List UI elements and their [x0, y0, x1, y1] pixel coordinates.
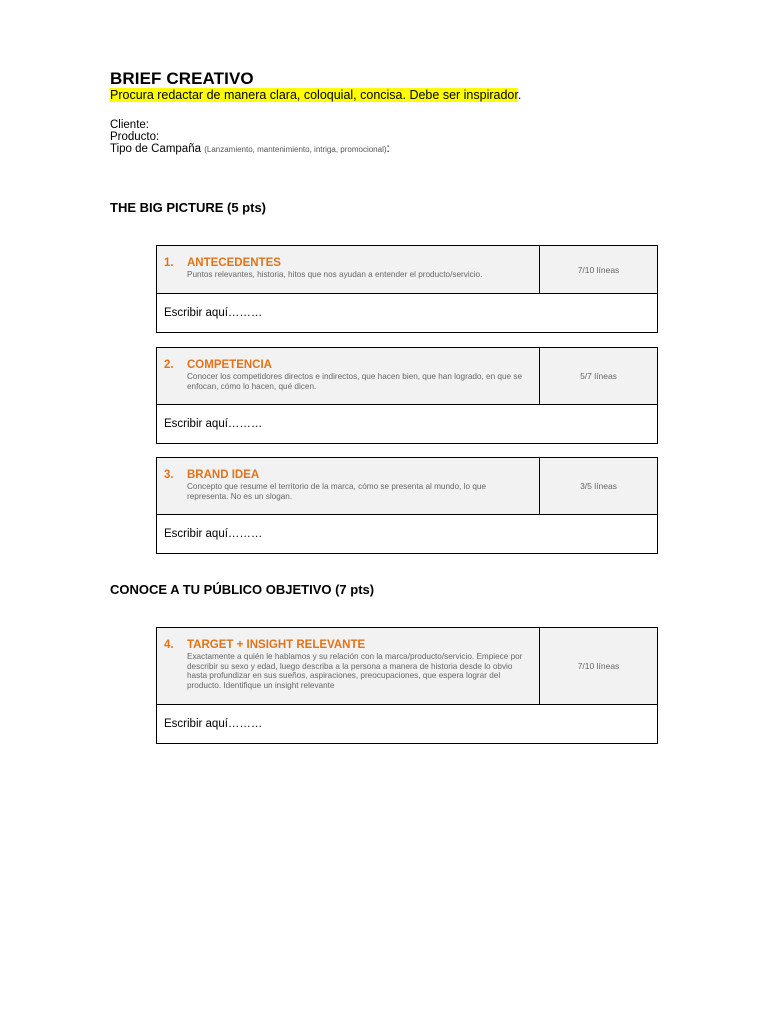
card-label: TARGET + INSIGHT RELEVANTE — [187, 639, 366, 651]
tipo-label: Tipo de Campaña — [110, 143, 201, 155]
brief-card-brand-idea — [156, 457, 658, 554]
card-info — [157, 628, 540, 704]
tipo-campana-field[interactable] — [110, 143, 390, 156]
card-number: 3. — [164, 469, 174, 481]
card-header — [157, 348, 657, 405]
document-subtitle — [110, 88, 521, 102]
card-description: Conocer los competidores directos e indirectos, que hacen bien, que han logrado, en que se enfocan, cómo lo hacen, qué dicen. — [187, 372, 522, 391]
card-header — [157, 246, 657, 294]
card-label: COMPETENCIA — [187, 359, 272, 371]
brief-card-competencia — [156, 347, 658, 444]
card-header — [157, 458, 657, 515]
card-label: ANTECEDENTES — [187, 257, 281, 269]
brief-card-target-insight — [156, 627, 658, 744]
subtitle-highlight: Procura redactar de manera clara, coloquial, concisa. Debe ser inspirador — [110, 88, 518, 102]
card-write-area[interactable]: Escribir aquí……… — [164, 307, 263, 319]
card-label: BRAND IDEA — [187, 469, 260, 481]
card-description: Puntos relevantes, historia, hitos que nos ayudan a entender el producto/servicio. — [187, 270, 483, 279]
card-number: 2. — [164, 359, 174, 371]
card-info — [157, 458, 540, 514]
card-header — [157, 628, 657, 705]
cliente-field[interactable]: Cliente: — [110, 119, 149, 131]
card-description: Concepto que resume el territorio de la marca, cómo se presenta al mundo, lo que representa. No es un slogan. — [187, 482, 487, 501]
tipo-end: : — [386, 143, 390, 155]
tipo-hint: (Lanzamiento, mantenimiento, intriga, promocional) — [204, 145, 387, 154]
card-info — [157, 246, 540, 293]
card-line-count: 7/10 líneas — [540, 246, 657, 293]
section-title-publico-objetivo: CONOCE A TU PÚBLICO OBJETIVO (7 pts) — [110, 582, 375, 597]
document-title: BRIEF CREATIVO — [110, 69, 254, 88]
card-number: 4. — [164, 639, 174, 651]
subtitle-end: . — [517, 88, 522, 102]
card-line-count: 5/7 líneas — [540, 348, 657, 404]
card-write-area[interactable]: Escribir aquí……… — [164, 718, 263, 730]
card-line-count: 3/5 líneas — [540, 458, 657, 514]
producto-field[interactable]: Producto: — [110, 131, 160, 143]
card-number: 1. — [164, 257, 174, 269]
brief-card-antecedentes — [156, 245, 658, 333]
card-info — [157, 348, 540, 404]
card-write-area[interactable]: Escribir aquí……… — [164, 418, 263, 430]
section-title-big-picture: THE BIG PICTURE (5 pts) — [110, 200, 267, 215]
card-description: Exactamente a quién le hablamos y su relación con la marca/producto/servicio. Empiece por describir su sexo y edad, luego describa a la persona a manera de historia desde lo obvio hasta profundizar en sus sueños, aspiraciones, preocupaciones, que espera lograr del producto. Identifique un insight relevante — [187, 652, 523, 690]
card-write-area[interactable]: Escribir aquí……… — [164, 528, 263, 540]
card-line-count: 7/10 líneas — [540, 628, 657, 704]
